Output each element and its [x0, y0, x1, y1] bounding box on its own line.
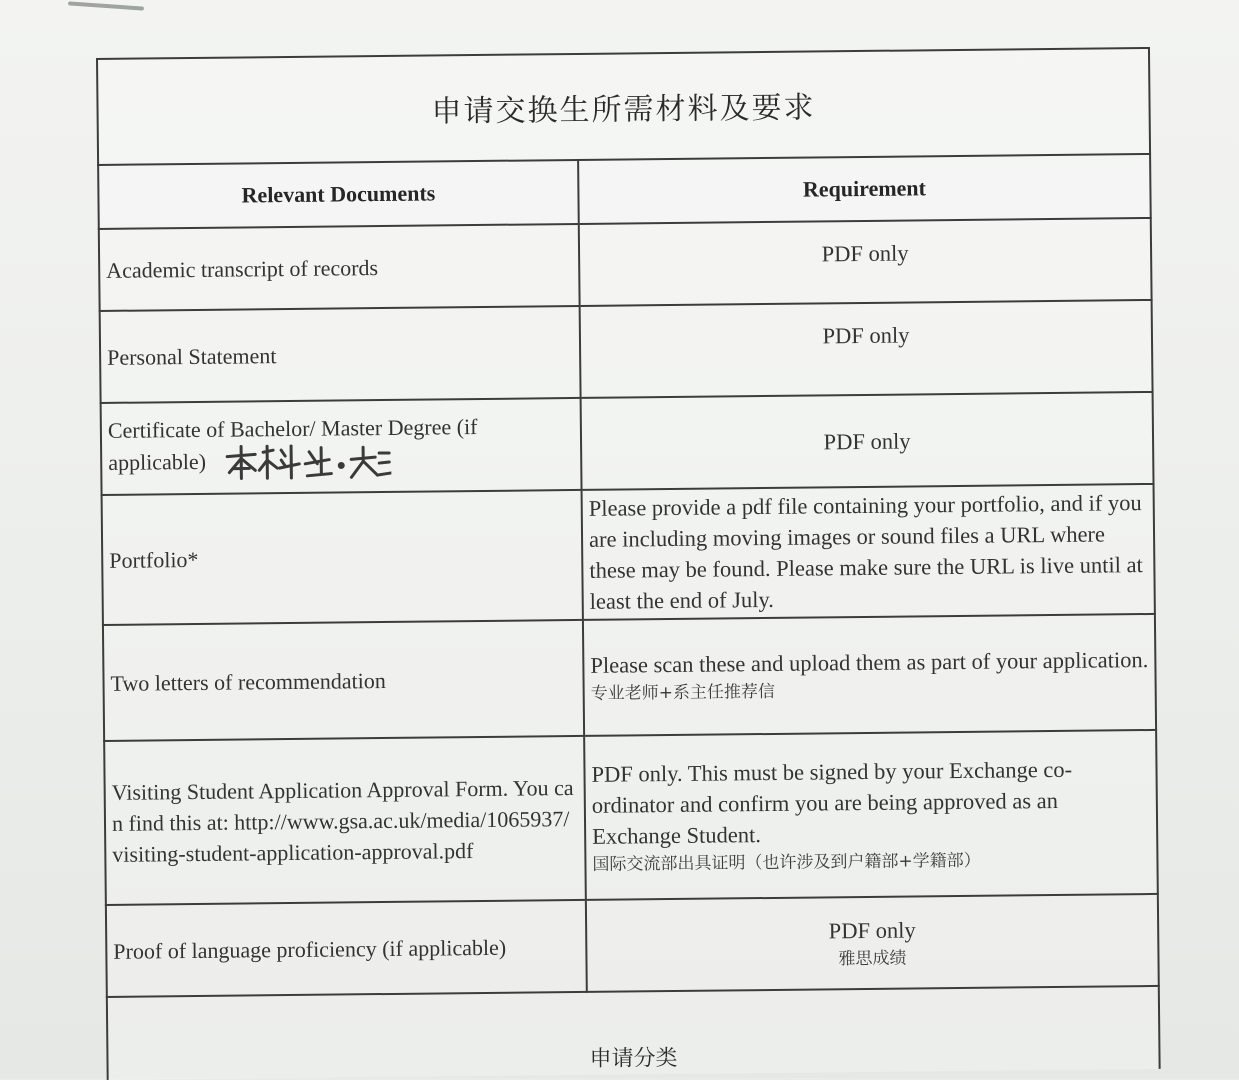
document-cell: Portfolio* [102, 490, 583, 625]
requirement-cell [584, 730, 1158, 900]
requirement-text: PDF only. This must be signed by your Exchange co-ordinator and confirm you are being approved as an Exchange Student. [591, 756, 1073, 849]
requirement-cell: Please provide a pdf file containing your portfolio, and if you are including moving images or sound files a URL where these may be found. Please make sure the URL is live until at least the end of July. [582, 484, 1155, 620]
chinese-note: 雅思成绩 [838, 948, 907, 969]
requirement-cell [583, 614, 1156, 736]
requirement-text: Please scan these and upload them as part of your application. [590, 646, 1149, 678]
chinese-note: 专业老师+系主任推荐信 [590, 681, 776, 704]
table-row [99, 218, 1152, 311]
table-row [103, 614, 1156, 741]
header-row [98, 154, 1151, 229]
requirement-text: PDF only [828, 916, 916, 943]
footer-row [107, 986, 1160, 1080]
table-row [102, 484, 1155, 625]
document-cell: Visiting Student Application Approval Form. You can find this at: http://www.gsa.ac.uk/media/1065937/visiting-student-application-approval.pdf [104, 736, 586, 905]
table-row [106, 894, 1159, 997]
requirement-cell: PDF only [579, 218, 1152, 306]
document-title: 申请交换生所需材料及要求 [97, 48, 1150, 165]
table-row [104, 730, 1158, 905]
document-cell [101, 398, 582, 495]
document-cell: Personal Statement [100, 306, 581, 403]
title-row [97, 48, 1150, 165]
chinese-note: 国际交流部出具证明（也许涉及到户籍部+学籍部） [592, 850, 981, 875]
table-row [101, 392, 1154, 495]
requirement-cell [586, 894, 1159, 992]
application-category-heading: 申请分类 [107, 986, 1160, 1080]
document-cell: Proof of language proficiency (if applicable) [106, 900, 587, 997]
requirement-cell: PDF only [581, 392, 1154, 490]
table-row [100, 300, 1153, 403]
header-relevant-documents: Relevant Documents [98, 160, 579, 229]
document-cell: Academic transcript of records [99, 224, 580, 311]
document-text: Certificate of Bachelor/ Master Degree (if applicable) [107, 413, 478, 475]
handwritten-note [221, 442, 391, 482]
header-requirement: Requirement [578, 154, 1151, 224]
requirements-table [96, 47, 1161, 1080]
requirement-cell: PDF only [580, 300, 1153, 398]
document-cell: Two letters of recommendation [103, 620, 584, 741]
